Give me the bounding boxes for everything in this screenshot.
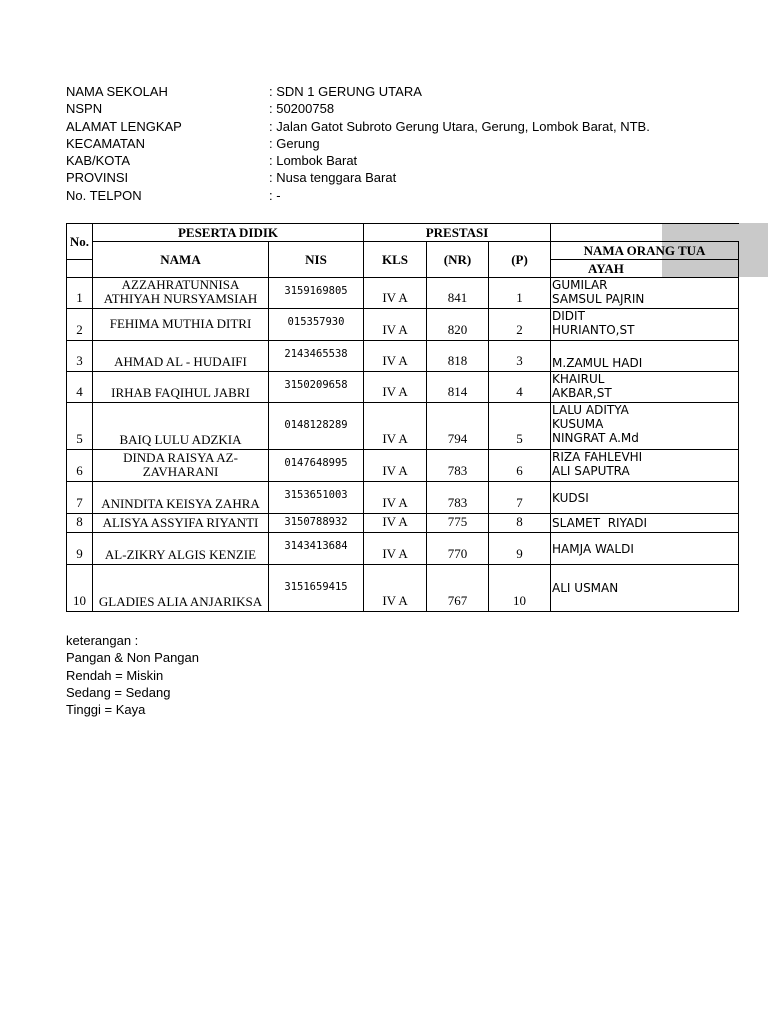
student-table: [66, 223, 739, 612]
student-nis: 3150788932: [269, 514, 364, 533]
student-class: IV A: [364, 450, 427, 482]
student-score: 818: [427, 341, 489, 372]
header-kls: KLS: [364, 242, 427, 278]
student-name: ALISYA ASSYIFA RIYANTI: [93, 514, 269, 533]
header-nr: (NR): [427, 242, 489, 278]
student-name: AL-ZIKRY ALGIS KENZIE: [93, 533, 269, 565]
info-label: No. TELPON: [66, 187, 142, 203]
student-score: 783: [427, 482, 489, 514]
row-number: 7: [67, 482, 93, 514]
father-name: HAMJA WALDI: [551, 533, 739, 565]
student-score: 820: [427, 309, 489, 341]
header-p: (P): [489, 242, 551, 278]
student-rank: 7: [489, 482, 551, 514]
info-label: NAMA SEKOLAH: [66, 84, 168, 99]
student-name: AHMAD AL - HUDAIFI: [93, 341, 269, 372]
student-score: 770: [427, 533, 489, 565]
student-table-viewport: [66, 223, 706, 615]
student-name: BAIQ LULU ADZKIA: [93, 403, 269, 450]
info-value: : Lombok Barat: [269, 153, 358, 169]
note-item: Sedang = Sedang: [66, 684, 171, 700]
student-class: IV A: [364, 278, 427, 309]
student-name: FEHIMA MUTHIA DITRI: [93, 309, 269, 341]
student-nis: 015357930: [269, 309, 364, 341]
father-name: GUMILAR SAMSUL PAJRIN: [551, 278, 739, 309]
row-number: 10: [67, 565, 93, 612]
father-name: KUDSI: [551, 482, 739, 514]
student-rank: 3: [489, 341, 551, 372]
student-nis: 3143413684: [269, 533, 364, 565]
info-label: KAB/KOTA: [66, 153, 131, 169]
student-nis: 0147648995: [269, 450, 364, 482]
student-nis: 2143465538: [269, 341, 364, 372]
row-number: 3: [67, 341, 93, 372]
header-ayah: AYAH: [551, 260, 739, 278]
student-score: 841: [427, 278, 489, 309]
student-name: DINDA RAISYA AZ-ZAVHARANI: [93, 450, 269, 482]
student-score: 767: [427, 565, 489, 612]
table-row: [67, 514, 739, 533]
info-value: : 50200758: [269, 101, 335, 117]
notes-title: keterangan :: [66, 633, 139, 648]
info-label: KECAMATAN: [66, 135, 145, 151]
student-name: AZZAHRATUNNISA ATHIYAH NURSYAMSIAH: [93, 278, 269, 309]
student-class: IV A: [364, 514, 427, 533]
student-name: IRHAB FAQIHUL JABRI: [93, 372, 269, 403]
row-number: 9: [67, 533, 93, 565]
table-row: [67, 278, 739, 309]
student-class: IV A: [364, 341, 427, 372]
student-class: IV A: [364, 372, 427, 403]
note-item: Pangan & Non Pangan: [66, 650, 199, 666]
info-value: : Jalan Gatot Subroto Gerung Utara, Gerung, Lombok Barat, NTB.: [269, 118, 650, 134]
header-no: No.: [67, 224, 93, 260]
student-score: 794: [427, 403, 489, 450]
father-name: RIZA FAHLEVHI ALI SAPUTRA: [551, 450, 739, 482]
info-value: : -: [269, 187, 281, 203]
student-class: IV A: [364, 309, 427, 341]
header-blank: [551, 224, 739, 242]
row-number: 6: [67, 450, 93, 482]
header-peserta-didik: PESERTA DIDIK: [93, 224, 364, 242]
header-nis: NIS: [269, 242, 364, 278]
student-nis: 3151659415: [269, 565, 364, 612]
info-value: : SDN 1 GERUNG UTARA: [269, 84, 422, 99]
table-row: [67, 403, 739, 450]
header-nama-orang-tua: NAMA ORANG TUA: [551, 242, 739, 260]
header-prestasi: PRESTASI: [364, 224, 551, 242]
student-name: ANINDITA KEISYA ZAHRA: [93, 482, 269, 514]
header-no-bottom: [67, 260, 93, 278]
table-row: [67, 482, 739, 514]
info-label: NSPN: [66, 101, 103, 117]
student-class: IV A: [364, 403, 427, 450]
student-rank: 5: [489, 403, 551, 450]
student-nis: 3150209658: [269, 372, 364, 403]
table-row: [67, 341, 739, 372]
table-row: [67, 450, 739, 482]
student-rank: 2: [489, 309, 551, 341]
table-row: [67, 372, 739, 403]
student-class: IV A: [364, 565, 427, 612]
info-value: : Gerung: [269, 135, 320, 151]
father-name: KHAIRUL AKBAR,ST: [551, 372, 739, 403]
student-rank: 9: [489, 533, 551, 565]
info-value: : Nusa tenggara Barat: [269, 170, 397, 186]
student-rank: 10: [489, 565, 551, 612]
info-label: PROVINSI: [66, 170, 129, 186]
student-rank: 1: [489, 278, 551, 309]
father-name: M.ZAMUL HADI: [551, 341, 739, 372]
student-class: IV A: [364, 482, 427, 514]
header-nama: NAMA: [93, 242, 269, 278]
note-item: Tinggi = Kaya: [66, 702, 146, 718]
row-number: 2: [67, 309, 93, 341]
student-nis: 0148128289: [269, 403, 364, 450]
student-name: GLADIES ALIA ANJARIKSA: [93, 565, 269, 612]
row-number: 1: [67, 278, 93, 309]
notes: [66, 632, 199, 718]
student-rank: 6: [489, 450, 551, 482]
father-name: SLAMET RIYADI: [551, 514, 739, 533]
table-row: [67, 533, 739, 565]
student-score: 783: [427, 450, 489, 482]
student-score: 814: [427, 372, 489, 403]
row-number: 4: [67, 372, 93, 403]
info-label: ALAMAT LENGKAP: [66, 118, 182, 134]
student-rank: 8: [489, 514, 551, 533]
father-name: ALI USMAN: [551, 565, 739, 612]
student-score: 775: [427, 514, 489, 533]
father-name: DIDIT HURIANTO,ST: [551, 309, 739, 341]
student-nis: 3153651003: [269, 482, 364, 514]
student-nis: 3159169805: [269, 278, 364, 309]
table-row: [67, 565, 739, 612]
student-rank: 4: [489, 372, 551, 403]
table-row: [67, 309, 739, 341]
row-number: 8: [67, 514, 93, 533]
student-class: IV A: [364, 533, 427, 565]
father-name: LALU ADITYA KUSUMA NINGRAT A.Md: [551, 403, 739, 450]
row-number: 5: [67, 403, 93, 450]
note-item: Rendah = Miskin: [66, 667, 164, 683]
